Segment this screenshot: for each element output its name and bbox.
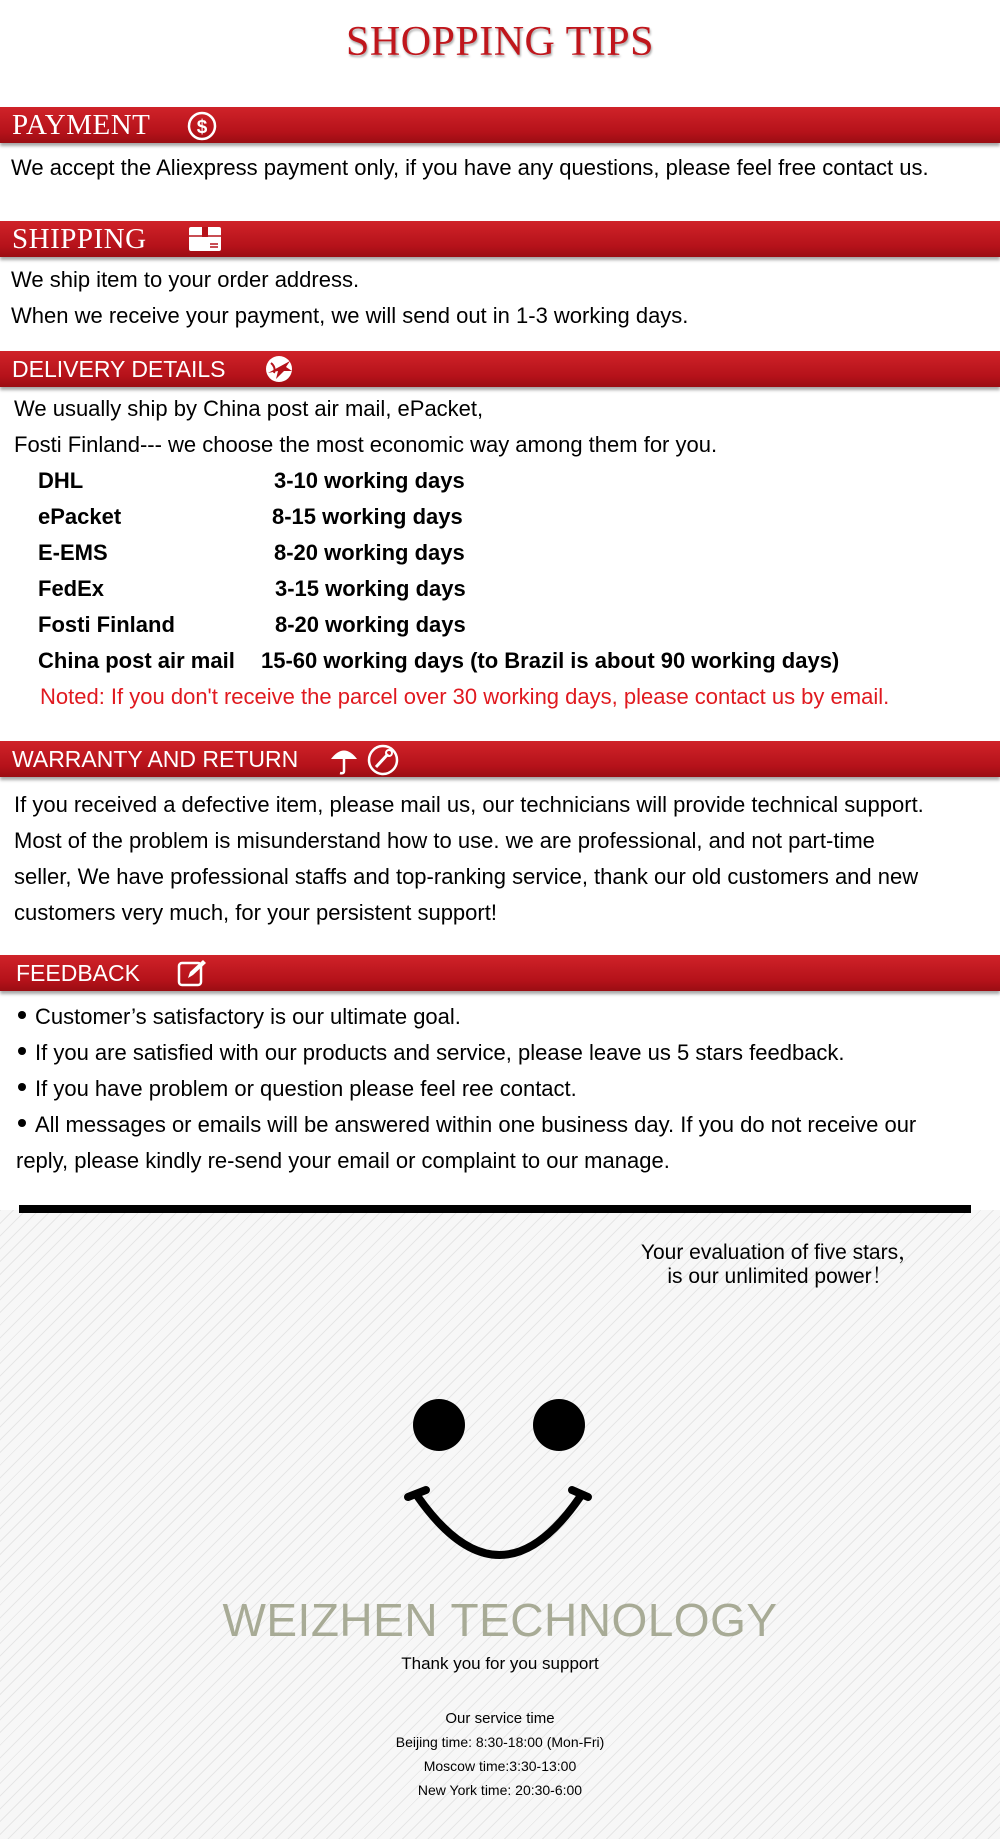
service-time-beijing: Beijing time: 8:30-18:00 (Mon-Fri) [395, 1734, 605, 1750]
payment-text: We accept the Aliexpress payment only, if you have any questions, please feel free contact us. [11, 155, 929, 180]
bullet-dot [18, 1047, 26, 1055]
slogan-line-1: Your evaluation of five stars， [640, 1241, 920, 1264]
service-time-title: Our service time [445, 1710, 555, 1727]
feedback-bullet-2: If you are satisfied with our products and service, please leave us 5 stars feedback. [35, 1040, 845, 1065]
payment-section-header [0, 107, 1000, 143]
feedback-heading: FEEDBACK [16, 960, 140, 986]
delivery-heading: DELIVERY DETAILS [12, 356, 226, 382]
carrier-name: DHL [38, 468, 84, 493]
feedback-bullet-3: If you have problem or question please feel ree contact. [35, 1076, 577, 1101]
service-time-newyork: New York time: 20:30-6:00 [417, 1782, 583, 1798]
airplane-globe-icon [262, 353, 296, 385]
feedback-section-header [0, 955, 1000, 991]
carrier-name: FedEx [38, 576, 105, 601]
delivery-section-header [0, 351, 1000, 387]
bullet-dot [18, 1083, 26, 1091]
carrier-name: ePacket [38, 504, 122, 529]
feedback-continuation: reply, please kindly re-send your email or complaint to our manage. [16, 1148, 670, 1173]
shipping-heading: SHIPPING [12, 223, 147, 255]
carrier-days: 3-10 working days [274, 468, 465, 493]
feedback-bullet-1: Customer’s satisfactory is our ultimate goal. [35, 1004, 461, 1029]
carrier-days: 15-60 working days (to Brazil is about 90 working days) [261, 648, 840, 673]
warranty-heading: WARRANTY AND RETURN [12, 746, 299, 772]
page-title: SHOPPING TIPS [346, 19, 654, 65]
wrench-circle-icon [366, 744, 400, 776]
carrier-name: E-EMS [38, 540, 108, 565]
dollar-circle-icon [186, 110, 218, 142]
umbrella-icon [328, 744, 360, 776]
payment-heading: PAYMENT [12, 109, 151, 141]
carrier-days: 8-20 working days [274, 540, 465, 565]
shipping-line-1: We ship item to your order address. [11, 267, 360, 292]
footer-divider [19, 1205, 971, 1213]
carrier-days: 3-15 working days [275, 576, 466, 601]
feedback-bullet-4: All messages or emails will be answered within one business day. If you do not receive our [35, 1112, 917, 1137]
slogan-line-2: is our unlimited power！ [667, 1265, 893, 1288]
carrier-name: Fosti Finland [38, 612, 175, 637]
delivery-note: Noted: If you don't receive the parcel over 30 working days, please contact us by email. [40, 684, 890, 709]
package-icon [186, 224, 224, 254]
carrier-days: 8-15 working days [272, 504, 463, 529]
brand-name: WEIZHEN TECHNOLOGY [222, 1594, 778, 1646]
warranty-line-2: Most of the problem is misunderstand how to use. we are professional, and not part-time [14, 828, 875, 853]
carrier-name: China post air mail [38, 648, 235, 673]
carrier-days: 8-20 working days [275, 612, 466, 637]
warranty-section-header [0, 741, 1000, 777]
delivery-intro-1: We usually ship by China post air mail, ePacket, [14, 396, 484, 421]
smiley-face-icon [390, 1385, 610, 1570]
svg-text:$: $ [196, 117, 208, 138]
warranty-line-1: If you received a defective item, please mail us, our technicians will provide technical support. [14, 792, 924, 817]
shipping-line-2: When we receive your payment, we will send out in 1-3 working days. [11, 303, 689, 328]
bullet-dot [18, 1011, 26, 1019]
edit-icon [176, 958, 208, 988]
bullet-dot [18, 1119, 26, 1127]
thanks-text: Thank you for you support [401, 1654, 599, 1673]
warranty-line-3: seller, We have professional staffs and top-ranking service, thank our old customers and new [14, 864, 919, 889]
delivery-intro-2: Fosti Finland--- we choose the most economic way among them for you. [14, 432, 718, 457]
warranty-line-4: customers very much, for your persistent support! [14, 900, 497, 925]
service-time-moscow: Moscow time:3:30-13:00 [423, 1758, 577, 1774]
slogan [600, 1241, 960, 1289]
shipping-section-header [0, 221, 1000, 257]
